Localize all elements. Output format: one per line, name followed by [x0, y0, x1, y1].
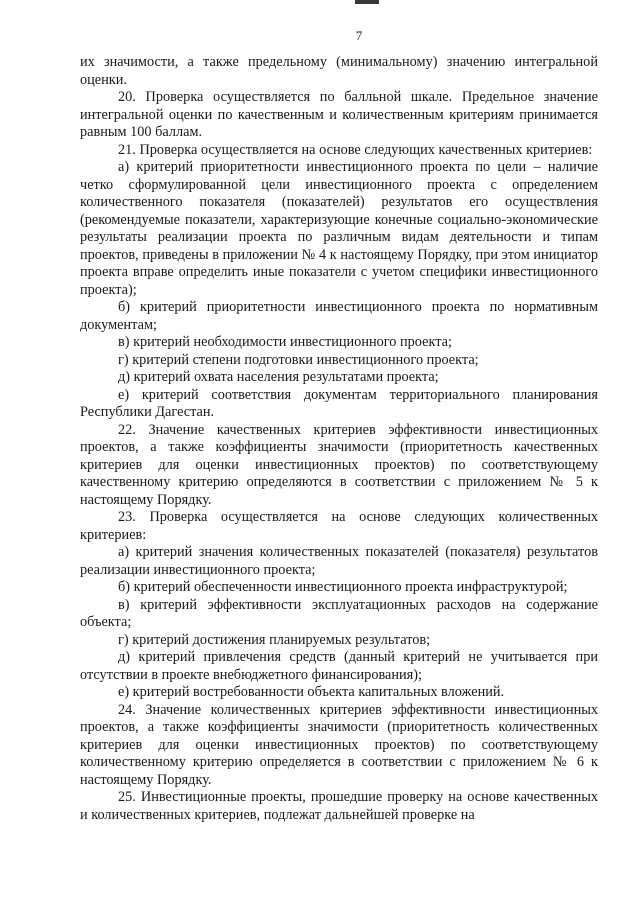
paragraph: в) критерий эффективности эксплуатационных расходов на содержание объекта;	[80, 596, 598, 630]
scan-artifact	[355, 0, 379, 4]
paragraph: 25. Инвестиционные проекты, прошедшие проверку на основе качественных и количественных критериев, подлежат дальнейшей проверке на	[80, 789, 598, 823]
paragraph: е) критерий соответствия документам территориального планирования Республики Дагестан.	[80, 386, 598, 420]
page-number: 7	[355, 28, 363, 43]
paragraph: д) критерий привлечения средств (данный критерий не учитывается при отсутствии в проекте внебюджетного финансирования);	[80, 649, 598, 683]
paragraph: их значимости, а также предельному (минимальному) значению интегральной оценки.	[80, 54, 598, 88]
paragraph: 22. Значение качественных критериев эффективности инвестиционных проектов, а также коэффициенты значимости (приоритетность качественных критериев для оценки инвестиционных проектов) по соответствующему качественному критерию определяются в соответствии с приложением № 5 к настоящему Порядку.	[80, 421, 598, 508]
paragraph: 24. Значение количественных критериев эффективности инвестиционных проектов, а также коэффициенты значимости (приоритетность количественных критериев для оценки инвестиционных проектов) по соответствующему количественному критерию определяется в соответствии с приложением № 6 к настоящему Порядку.	[80, 701, 598, 788]
paragraph: д) критерий охвата населения результатами проекта;	[118, 369, 439, 385]
paragraph: г) критерий степени подготовки инвестиционного проекта;	[118, 351, 479, 368]
paragraph: а) критерий значения количественных показателей (показателя) результатов реализации инвестиционного проекта;	[80, 544, 598, 578]
paragraph: 21. Проверка осуществляется на основе следующих качественных критериев:	[118, 141, 593, 158]
document-body	[80, 54, 598, 824]
paragraph: 23. Проверка осуществляется на основе следующих количественных критериев:	[80, 509, 598, 543]
paragraph: е) критерий востребованности объекта капитальных вложений.	[118, 684, 505, 700]
paragraph: в) критерий необходимости инвестиционного проекта;	[118, 334, 452, 350]
paragraph: б) критерий обеспеченности инвестиционного проекта инфраструктурой;	[118, 579, 568, 595]
paragraph: г) критерий достижения планируемых результатов;	[118, 631, 431, 648]
paragraph: б) критерий приоритетности инвестиционного проекта по нормативным документам;	[80, 299, 598, 333]
paragraph: а) критерий приоритетности инвестиционного проекта по цели – наличие четко сформулированной цели инвестиционного проекта с определением количественного показателя (показателей) результатов его осуществления (рекомендуемые показатели, характеризующие конечные социально-экономические результаты реализации проекта по различным видам деятельности и типам проектов, приведены в приложении № 4 к настоящему Порядку, при этом инициатор проекта вправе определить иные показатели с учетом специфики инвестиционного проекта);	[80, 159, 598, 298]
paragraph: 20. Проверка осуществляется по балльной шкале. Предельное значение интегральной оценки по качественным и количественным критериям принимается равным 100 баллам.	[80, 89, 598, 140]
